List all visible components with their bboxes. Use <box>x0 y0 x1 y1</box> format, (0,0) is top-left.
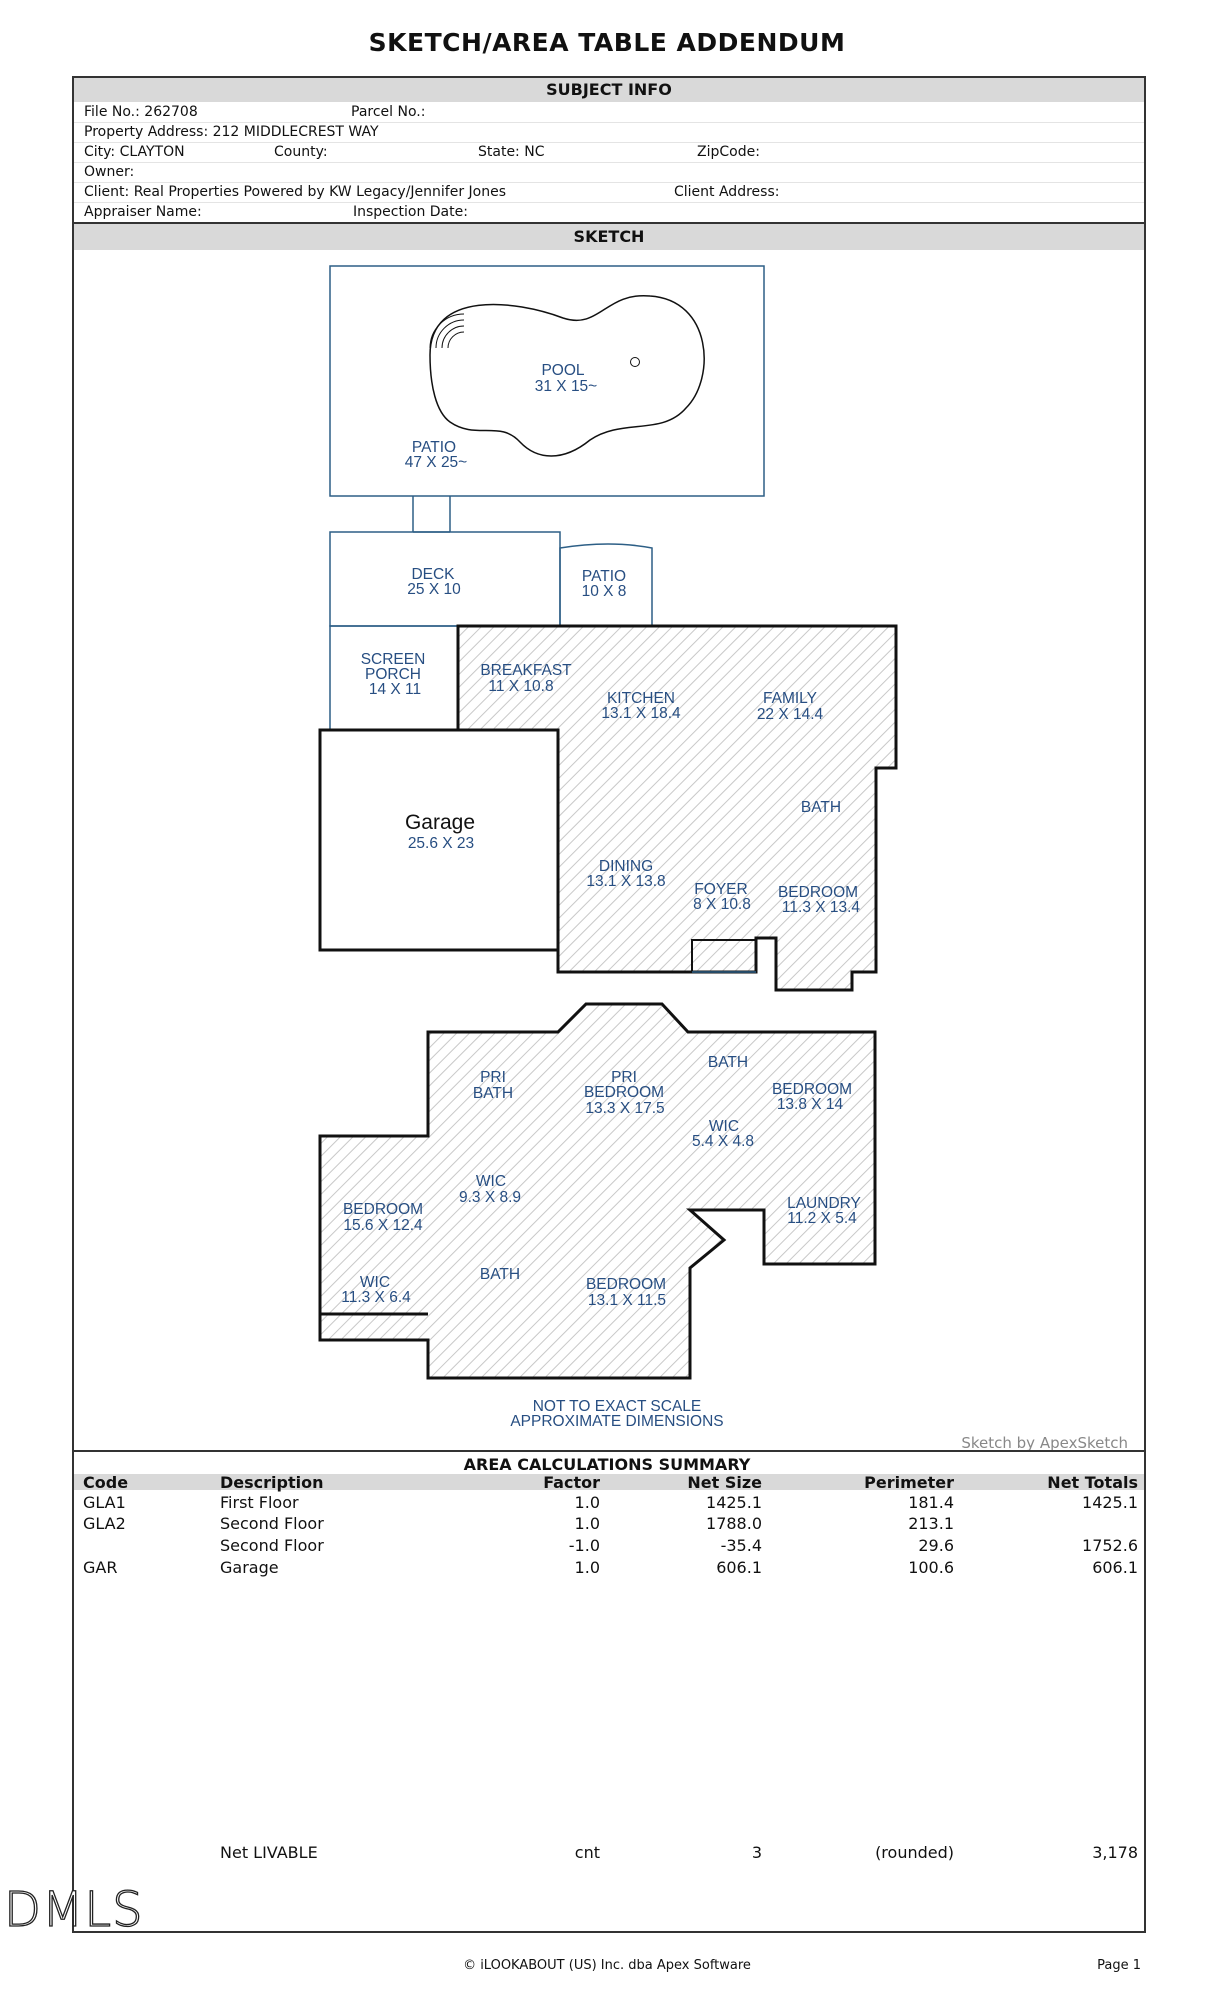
net-livable-total: 3,178 <box>1092 1843 1138 1862</box>
room-label-family <box>757 690 824 723</box>
svg-text:11.3 X 6.4: 11.3 X 6.4 <box>341 1289 411 1306</box>
room-label-garage <box>405 811 475 852</box>
room-label-foyer <box>693 881 751 913</box>
svg-text:10 X 8: 10 X 8 <box>581 583 627 600</box>
room-label-bedroom <box>778 884 860 916</box>
table-cell: -35.4 <box>720 1536 762 1555</box>
svg-text:FOYER: FOYER <box>694 881 748 898</box>
svg-text:13.3 X 17.5: 13.3 X 17.5 <box>585 1100 665 1117</box>
svg-text:BEDROOM: BEDROOM <box>771 1081 853 1098</box>
table-cell: 606.1 <box>716 1558 762 1577</box>
column-header-description: Description <box>220 1473 324 1492</box>
svg-text:LAUNDRY: LAUNDRY <box>787 1195 861 1212</box>
table-cell: 1788.0 <box>706 1514 762 1533</box>
table-cell: First Floor <box>220 1493 299 1512</box>
svg-text:11 X 10.8: 11 X 10.8 <box>488 678 554 695</box>
room-label-bedroom <box>772 1081 852 1113</box>
svg-text:BEDROOM: BEDROOM <box>342 1201 424 1218</box>
svg-text:14 X 11: 14 X 11 <box>368 681 422 698</box>
scale-note <box>510 1398 723 1430</box>
table-cell: Second Floor <box>220 1514 324 1533</box>
svg-text:PRI: PRI <box>611 1069 637 1086</box>
county: County: <box>274 144 328 160</box>
net-livable-cnt: cnt <box>574 1843 600 1862</box>
svg-text:APPROXIMATE DIMENSIONS: APPROXIMATE DIMENSIONS <box>510 1413 724 1430</box>
table-cell: 213.1 <box>908 1514 954 1533</box>
svg-text:Garage: Garage <box>404 811 476 834</box>
svg-text:11.3 X 13.4: 11.3 X 13.4 <box>781 899 861 916</box>
net-livable-label: Net LIVABLE <box>220 1843 318 1862</box>
pool-steps <box>448 332 464 348</box>
dmls-watermark: DMLS <box>4 1882 144 1938</box>
svg-text:POOL: POOL <box>541 362 585 379</box>
table-cell: GAR <box>83 1558 118 1577</box>
table-cell: GLA1 <box>83 1493 126 1512</box>
table-cell: 1425.1 <box>706 1493 762 1512</box>
room-label-bedroom <box>343 1201 423 1234</box>
property-address: Property Address: 212 MIDDLECREST WAY <box>84 124 379 140</box>
svg-text:25.6 X 23: 25.6 X 23 <box>407 835 475 852</box>
net-livable-rounded: (rounded) <box>875 1843 954 1862</box>
parcel-no: Parcel No.: <box>351 104 426 120</box>
svg-text:WIC: WIC <box>359 1274 391 1291</box>
room-label-bedroom <box>586 1276 666 1309</box>
column-header-net-size: Net Size <box>687 1473 762 1492</box>
table-cell: 100.6 <box>908 1558 954 1577</box>
room-label-bath <box>480 1266 520 1283</box>
svg-text:PATIO: PATIO <box>411 439 457 456</box>
zipcode: ZipCode: <box>697 144 760 160</box>
city: City: CLAYTON <box>84 144 185 160</box>
room-label-screen-porch <box>361 651 426 698</box>
svg-text:BATH: BATH <box>479 1266 521 1283</box>
svg-text:WIC: WIC <box>708 1118 740 1135</box>
table-cell: 181.4 <box>908 1493 954 1512</box>
client: Client: Real Properties Powered by KW Legacy/Jennifer Jones <box>84 184 507 200</box>
column-header-factor: Factor <box>543 1473 600 1492</box>
svg-text:11.2 X 5.4: 11.2 X 5.4 <box>787 1210 857 1227</box>
table-cell: GLA2 <box>83 1514 126 1533</box>
file-no: File No.: 262708 <box>84 104 198 120</box>
subject-info-header: SUBJECT INFO <box>74 78 1144 102</box>
table-cell: 29.6 <box>918 1536 954 1555</box>
svg-text:WIC: WIC <box>475 1173 507 1190</box>
svg-text:BATH: BATH <box>707 1054 749 1071</box>
room-label-pool <box>535 362 597 395</box>
appraiser-name: Appraiser Name: <box>84 204 202 220</box>
svg-text:8 X 10.8: 8 X 10.8 <box>693 896 751 913</box>
sketch-credit: Sketch by ApexSketch <box>961 1434 1128 1452</box>
room-label-bath <box>801 799 841 816</box>
room-label-deck <box>407 566 461 598</box>
svg-text:15.6 X 12.4: 15.6 X 12.4 <box>343 1217 423 1234</box>
svg-text:47 X 25~: 47 X 25~ <box>404 454 468 471</box>
svg-text:13.1 X 11.5: 13.1 X 11.5 <box>587 1292 667 1309</box>
area-summary-header: AREA CALCULATIONS SUMMARY <box>463 1455 751 1474</box>
table-cell: 1.0 <box>574 1558 600 1577</box>
svg-text:PATIO: PATIO <box>581 568 627 585</box>
pool-drain <box>631 358 640 367</box>
table-cell: 606.1 <box>1092 1558 1138 1577</box>
svg-text:FAMILY: FAMILY <box>763 690 817 707</box>
svg-text:DINING: DINING <box>598 858 654 875</box>
svg-text:22 X 14.4: 22 X 14.4 <box>756 706 824 723</box>
svg-text:DECK: DECK <box>411 566 455 583</box>
column-header-code: Code <box>83 1473 129 1492</box>
room-label-bath <box>708 1054 748 1071</box>
room-label-patio <box>405 439 467 471</box>
state: State: NC <box>478 144 545 160</box>
room-label-laundry <box>787 1195 861 1227</box>
page-title: SKETCH/AREA TABLE ADDENDUM <box>368 28 846 57</box>
table-cell: 1.0 <box>574 1493 600 1512</box>
svg-text:25 X 10: 25 X 10 <box>407 581 461 598</box>
svg-text:BREAKFAST: BREAKFAST <box>480 662 572 679</box>
svg-text:BEDROOM: BEDROOM <box>777 884 859 901</box>
svg-text:NOT TO EXACT SCALE: NOT TO EXACT SCALE <box>532 1398 702 1415</box>
footer-copyright: © iLOOKABOUT (US) Inc. dba Apex Software <box>463 1958 751 1973</box>
svg-text:BEDROOM: BEDROOM <box>585 1276 667 1293</box>
second-floor-outline <box>320 1004 875 1378</box>
svg-text:13.1 X 18.4: 13.1 X 18.4 <box>601 705 681 722</box>
room-label-patio-small <box>582 568 627 600</box>
table-cell: -1.0 <box>568 1536 600 1555</box>
svg-text:BATH: BATH <box>800 799 842 816</box>
svg-text:BATH: BATH <box>472 1085 514 1102</box>
column-header-perimeter: Perimeter <box>864 1473 954 1492</box>
svg-text:13.1 X 13.8: 13.1 X 13.8 <box>586 873 666 890</box>
svg-text:SCREEN: SCREEN <box>360 651 426 668</box>
svg-text:31 X 15~: 31 X 15~ <box>534 378 598 395</box>
sketch-header: SKETCH <box>74 224 1144 250</box>
footer-page-number: Page 1 <box>1097 1958 1141 1973</box>
column-header-net-totals: Net Totals <box>1047 1473 1138 1492</box>
svg-text:13.8 X 14: 13.8 X 14 <box>776 1096 844 1113</box>
svg-text:KITCHEN: KITCHEN <box>606 690 676 707</box>
svg-text:5.4 X 4.8: 5.4 X 4.8 <box>691 1133 755 1150</box>
room-label-kitchen <box>601 690 681 722</box>
svg-text:BEDROOM: BEDROOM <box>583 1084 665 1101</box>
svg-text:PRI: PRI <box>480 1069 506 1086</box>
client-address: Client Address: <box>674 184 780 200</box>
net-livable-count: 3 <box>751 1843 762 1862</box>
table-cell: 1425.1 <box>1082 1493 1138 1512</box>
table-cell: Second Floor <box>220 1536 324 1555</box>
svg-text:9.3 X 8.9: 9.3 X 8.9 <box>458 1189 522 1206</box>
table-cell: 1.0 <box>574 1514 600 1533</box>
owner: Owner: <box>84 164 135 180</box>
table-cell: Garage <box>220 1558 279 1577</box>
svg-text:PORCH: PORCH <box>365 666 421 683</box>
table-cell: 1752.6 <box>1082 1536 1138 1555</box>
inspection-date: Inspection Date: <box>353 204 468 220</box>
